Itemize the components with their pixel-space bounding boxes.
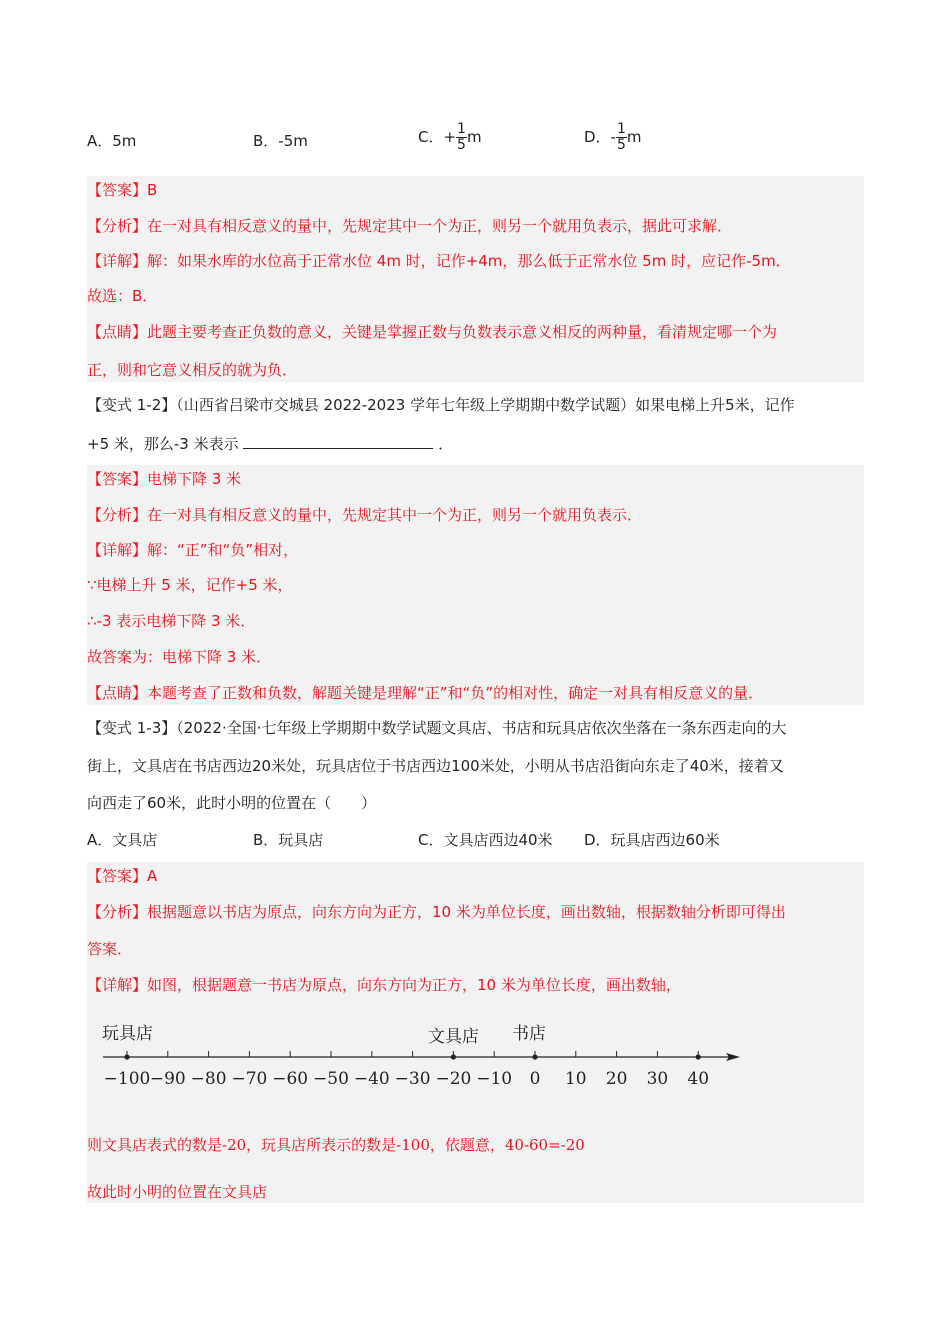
final-answer: 故答案为：电梯下降 3 米．: [87, 648, 272, 666]
question-text: +5 米，那么-3 米表示: [87, 435, 239, 453]
answer: 【答案】A: [87, 867, 158, 885]
numerator: 1: [457, 121, 466, 137]
tick-label: −100: [103, 1069, 151, 1089]
choice: 故选：B．: [87, 287, 158, 305]
analysis: 【分析】根据题意以书店为原点，向东方向为正方，10 米为单位长度，画出数轴，根据数轴分析即可得出: [87, 903, 786, 921]
tick-label: −80: [190, 1069, 227, 1089]
question-1-3-cont: 街上，文具店在书店西边20米处，玩具店位于书店西边100米处，小明从书店沿街向东走了40米，接着又: [87, 757, 784, 775]
numerator: 1: [616, 121, 626, 137]
option-a: A．文具店: [87, 831, 158, 849]
question-1-3-cont: 向西走了60米，此时小明的位置在（ ）: [87, 794, 377, 812]
option-d-prefix: D．-: [584, 128, 616, 146]
tick-label: 10: [564, 1069, 587, 1089]
question-1-3: 【变式 1-3】（2022·全国·七年级上学期期中数学试题文具店、书店和玩具店依次坐落在一条东西走向的大: [87, 719, 787, 737]
tick-label: −60: [272, 1069, 309, 1089]
detail: 【详解】解：“正”和“负”相对，: [87, 541, 299, 559]
number-line-figure: [0, 1010, 950, 1100]
period: ．: [438, 435, 454, 453]
tick-label: 20: [605, 1069, 628, 1089]
tick-label: −30: [394, 1069, 431, 1089]
point-label: 玩具店: [102, 1024, 153, 1044]
option-d: [584, 122, 642, 153]
unit: m: [466, 128, 482, 146]
answer: 【答案】电梯下降 3 米: [87, 470, 242, 488]
tick-label: −90: [149, 1069, 186, 1089]
detail-line: ∴-3 表示电梯下降 3 米．: [87, 612, 256, 630]
point: [696, 1054, 701, 1059]
solution-box-1: [87, 176, 864, 382]
option-b: B．-5m: [253, 132, 308, 150]
detail: 【详解】解：如果水库的水位高于正常水位 4m 时，记作+4m，那么低于正常水位 5m 时，应记作-5m．: [87, 252, 791, 270]
tick-label: 30: [646, 1069, 669, 1089]
option-b: B．玩具店: [253, 831, 324, 849]
point-label: 文具店: [427, 1027, 479, 1047]
unit: m: [626, 128, 642, 146]
option-c: [418, 122, 482, 153]
answer: 【答案】B: [87, 181, 158, 199]
denominator: 5: [457, 137, 466, 153]
fraction: [616, 122, 627, 153]
blank-line: [243, 434, 433, 449]
option-c-prefix: C．+: [418, 128, 457, 146]
tick-label: 40: [687, 1069, 710, 1089]
question-1-2-cont: [87, 434, 453, 454]
analysis-cont: 答案．: [87, 940, 133, 958]
option-c: C．文具店西边40米: [418, 831, 553, 849]
tick-label: 0: [529, 1069, 541, 1089]
point-label: 书店: [512, 1024, 546, 1044]
analysis: 【分析】在一对具有相反意义的量中，先规定其中一个为正，则另一个就用负表示，据此可求解．: [87, 217, 733, 235]
option-a: A．5m: [87, 132, 137, 150]
tick-label: −40: [353, 1069, 390, 1089]
analysis: 【分析】在一对具有相反意义的量中，先规定其中一个为正，则另一个就用负表示．: [87, 506, 643, 524]
conclusion: 则文具店表式的数是-20，玩具店所表示的数是-100，依题意，40-60=-20: [87, 1136, 585, 1154]
tick-label: −50: [313, 1069, 349, 1089]
point: [532, 1054, 537, 1059]
comment: 【点睛】此题主要考查正负数的意义，关键是掌握正数与负数表示意义相反的两种量，看清规定哪一个为: [87, 323, 778, 341]
denominator: 5: [616, 137, 626, 153]
detail-line: ∵电梯上升 5 米，记作+5 米，: [87, 576, 293, 594]
tick-label: −10: [476, 1069, 513, 1089]
option-d: D．玩具店西边60米: [584, 831, 720, 849]
comment: 【点睛】本题考查了正数和负数，解题关键是理解“正”和“负”的相对性，确定一对具有相反意义的量．: [87, 684, 764, 702]
point: [451, 1054, 456, 1059]
detail: 【详解】如图，根据题意一书店为原点，向东方向为正方，10 米为单位长度，画出数轴，: [87, 976, 681, 994]
question-1-2: 【变式 1-2】（山西省吕梁市交城县 2022-2023 学年七年级上学期期中数学试题）如果电梯上升5米，记作: [87, 396, 795, 414]
conclusion-final: 故此时小明的位置在文具店: [87, 1183, 268, 1201]
fraction: [456, 122, 467, 153]
tick-label: −70: [231, 1069, 268, 1089]
tick-label: −20: [435, 1069, 472, 1089]
comment-cont: 正，则和它意义相反的就为负．: [87, 361, 298, 379]
point: [124, 1054, 129, 1059]
